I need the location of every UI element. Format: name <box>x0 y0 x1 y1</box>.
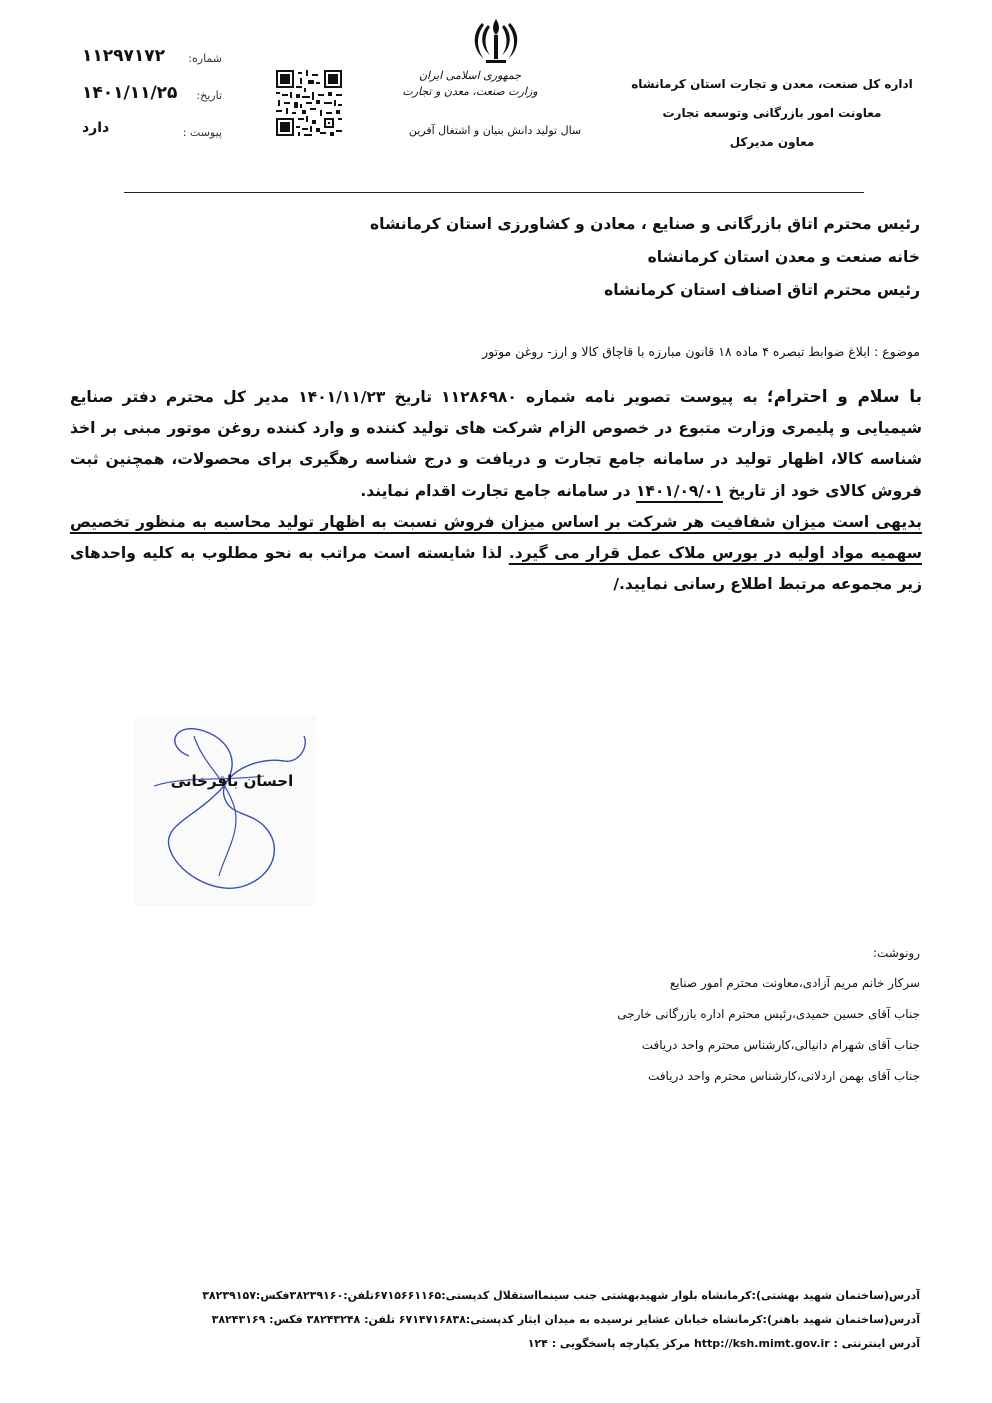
cc-item: جناب آقای حسین حمیدی،رئیس محترم اداره بازرگانی خارجی <box>617 1007 920 1021</box>
footer-line: آدرس اینترنتی : http://ksh.mimt.gov.ir مرکز یکپارچه پاسخگویی : ۱۲۴ <box>527 1337 920 1350</box>
cc-item: سرکار خانم مریم آزادی،معاونت محترم امور صنایع <box>669 976 920 990</box>
subject-line: موضوع : ابلاغ ضوابط تبصره ۴ ماده ۱۸ قانون مبارزه با قاچاق کالا و ارز- روغن موتور <box>482 344 920 359</box>
recipient-line: رئیس محترم اتاق اصناف استان کرمانشاه <box>604 281 920 299</box>
letter-meta <box>82 46 222 157</box>
signer-name: احسان باقرخانی <box>170 772 294 790</box>
iran-emblem-icon <box>470 15 522 67</box>
ministry-line: جمهوری اسلامی ایران <box>418 69 522 82</box>
body-text: در سامانه جامع تجارت اقدام نمایند. <box>360 481 636 500</box>
greeting: با سلام و احترام؛ <box>766 387 922 407</box>
date-label: تاریخ: <box>196 89 222 102</box>
ministry-line: وزارت صنعت، معدن و تجارت <box>402 85 538 98</box>
cc-title: رونوشت: <box>872 946 920 960</box>
footer-line: آدرس(ساختمان شهید بهشتی):کرمانشاه بلوار شهیدبهشتی جنب سینمااستقلال کدپستی:۶۷۱۵۶۶۱۱۶۵تلفن:۳۸۲۳۹۱۶۰فکس:۳۸۲۳۹۱۵۷ <box>202 1289 920 1302</box>
closing-text: لذا شایسته است مراتب به نحو مطلوب به کلیه واحدهای زیر مجموعه مرتبط اطلاع رسانی نمایید./ <box>70 544 922 594</box>
attachment-row <box>82 120 222 157</box>
recipients <box>220 208 920 307</box>
org-line: معاونت امور بازرگانی وتوسعه تجارت <box>662 106 882 120</box>
ministry-title <box>400 68 540 100</box>
attachment-label: پیوست : <box>182 126 222 139</box>
date-row <box>82 83 222 120</box>
qr-code <box>276 70 342 136</box>
body-paragraph <box>70 382 922 507</box>
underlined-date: ۱۴۰۱/۰۹/۰۱ <box>635 481 723 500</box>
signature <box>134 716 316 906</box>
underlined-sentence: بدیهی است میزان شفافیت هر شرکت بر اساس میزان فروش نسبت به اظهار تولید محاسبه به منظور تخصیص سهمیه مواد اولیه در بورس ملاک عمل قرار می گیرد. <box>70 512 922 563</box>
body-text: به پیوست تصویر نامه شماره ۱۱۲۸۶۹۸۰ تاریخ ۱۴۰۱/۱۱/۲۳ مدیر کل محترم دفتر صنایع شیمیایی و پلیمری وزارت متبوع در خصوص الزام شرکت های تولید کننده و وارد کننده روغن موتور مبنی بر اخذ شناسه کالا، اظهار تولید در سامانه جامع تجارت و دریافت و درج شناسه رهگیری برای محصولات، همچنین ثبت فروش کالای خود از تاریخ <box>70 388 922 500</box>
attachment-value: دارد <box>82 120 110 136</box>
body-paragraph <box>70 507 922 601</box>
organization-block <box>612 70 932 157</box>
date-value: ۱۴۰۱/۱۱/۲۵ <box>82 83 178 103</box>
letter-body <box>70 382 922 600</box>
footer-addresses <box>92 1284 920 1356</box>
number-label: شماره: <box>188 52 222 65</box>
cc-list <box>360 938 920 1092</box>
year-slogan: سال تولید دانش بنیان و اشتغال آفرین <box>408 124 582 137</box>
recipient-line: خانه صنعت و معدن استان کرمانشاه <box>647 248 920 266</box>
cc-item: جناب آقای بهمن اردلانی،کارشناس محترم واحد دریافت <box>648 1069 920 1083</box>
cc-item: جناب آقای شهرام دانیالی،کارشناس محترم واحد دریافت <box>641 1038 920 1052</box>
header-divider <box>124 192 864 193</box>
number-value: ۱۱۲۹۷۱۷۲ <box>82 46 166 66</box>
org-line: اداره کل صنعت، معدن و تجارت استان کرمانشاه <box>631 77 913 91</box>
signature-scribble <box>134 716 316 906</box>
recipient-line: رئیس محترم اتاق بازرگانی و صنایع ، معادن و کشاورزی استان کرمانشاه <box>370 215 920 233</box>
org-line: معاون مدیرکل <box>729 135 815 149</box>
number-row <box>82 46 222 83</box>
footer-line: آدرس(ساختمان شهید باهنر):کرمانشاه خیابان عشایر نرسیده به میدان ایثار کدپستی:۶۷۱۴۷۱۶۸۳۸ تلفن: ۳۸۲۴۳۲۴۸ فکس: ۳۸۲۴۳۱۶۹ <box>211 1313 920 1326</box>
